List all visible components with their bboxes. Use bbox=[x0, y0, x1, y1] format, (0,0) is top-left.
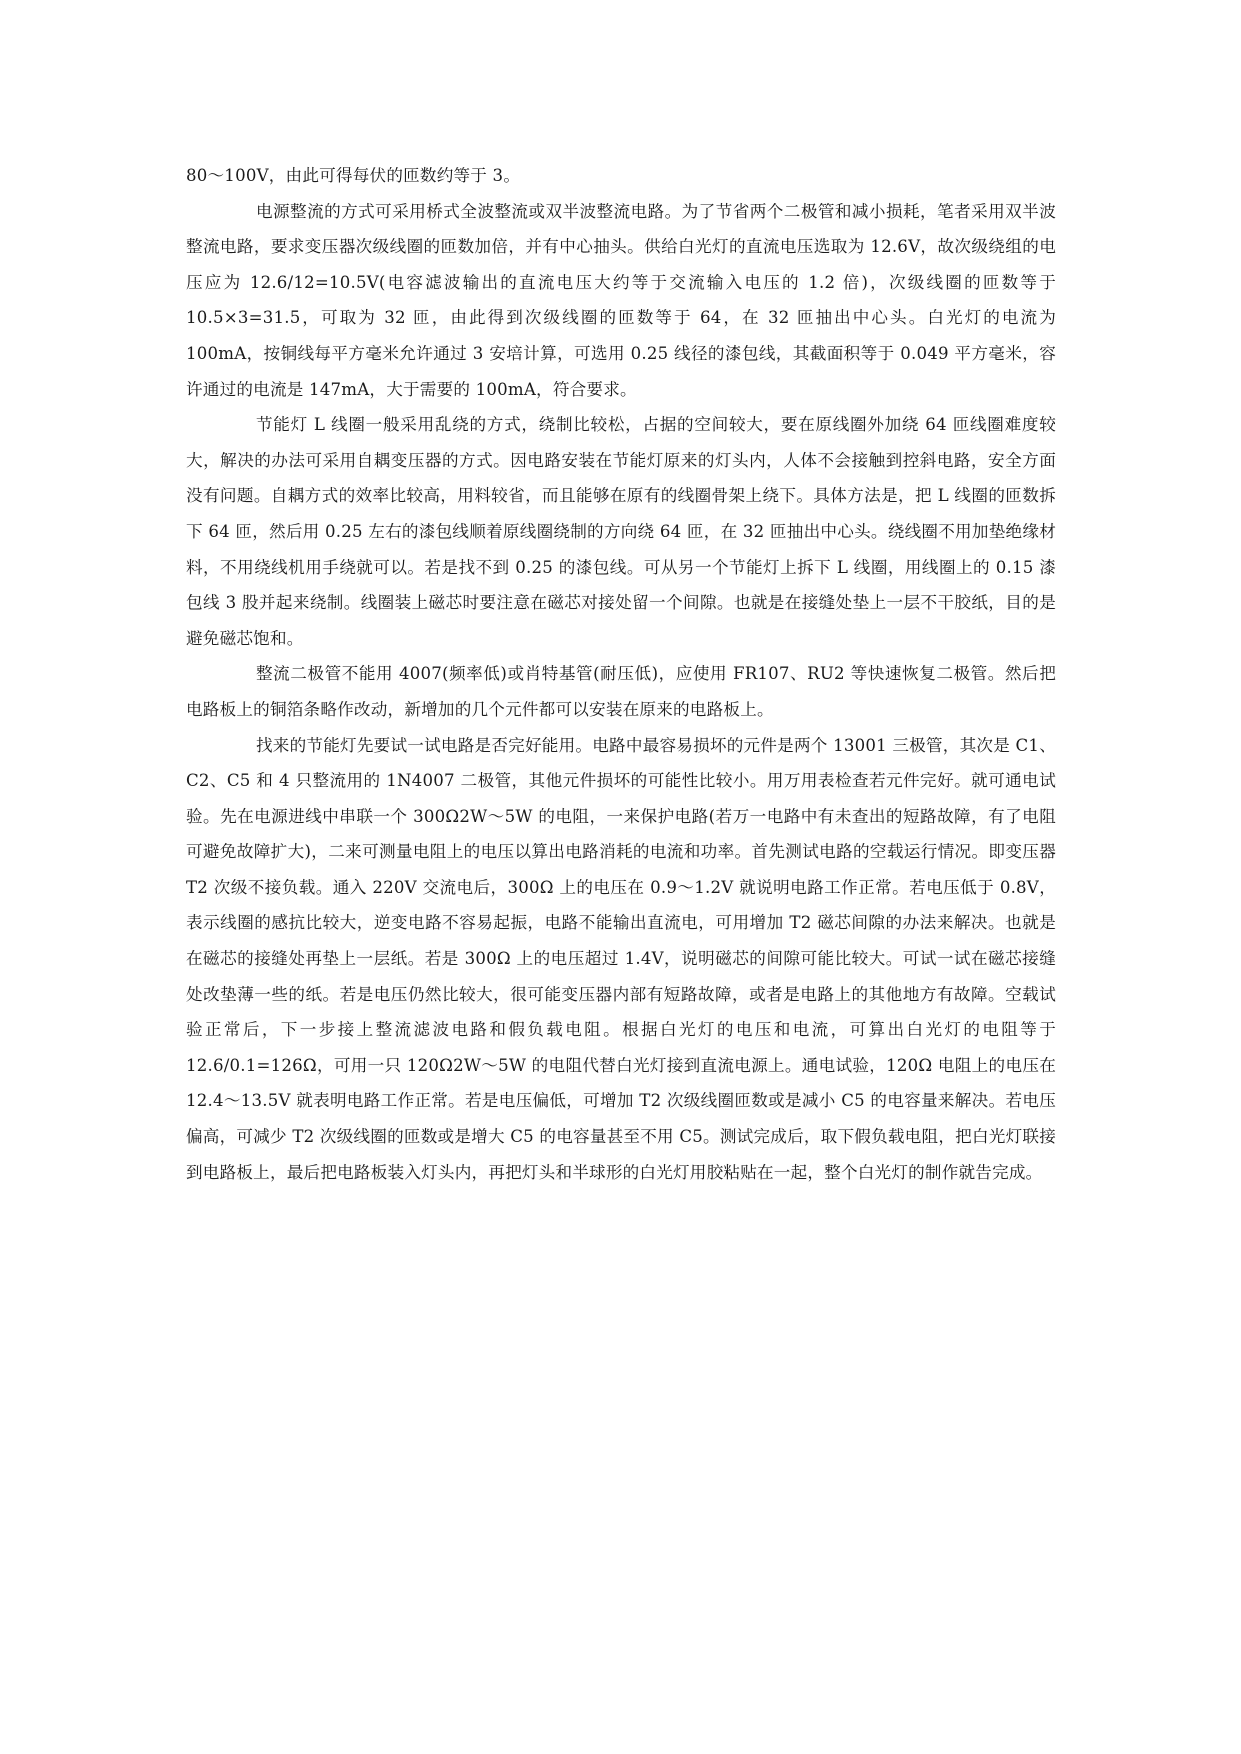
paragraph-testing: 找来的节能灯先要试一试电路是否完好能用。电路中最容易损坏的元件是两个 13001 三极管，其次是 C1、C2、C5 和 4 只整流用的 1N4007 二极管，其他元件损坏的可能性比较小。用万用表检查若元件完好。就可通电试验。先在电源进线中串联一个 300Ω2W～5W 的电阻，一来保护电路(若万一电路中有未查出的短路故障，有了电阻可避免故障扩大)，二来可测量电阻上的电压以算出电路消耗的电流和功率。首先测试电路的空载运行情况。即变压器 T2 次级不接负载。通入 220V 交流电后，300Ω 上的电压在 0.9～1.2V 就说明电路工作正常。若电压低于 0.8V，表示线圈的感抗比较大，逆变电路不容易起振，电路不能输出直流电，可用增加 T2 磁芯间隙的办法来解决。也就是在磁芯的接缝处再垫上一层纸。若是 300Ω 上的电压超过 1.4V，说明磁芯的间隙可能比较大。可试一试在磁芯接缝处改垫薄一些的纸。若是电压仍然比较大，很可能变压器内部有短路故障，或者是电路上的其他地方有故障。空载试验正常后，下一步接上整流滤波电路和假负载电阻。根据白光灯的电压和电流，可算出白光灯的电阻等于 12.6/0.1=126Ω，可用一只 120Ω2W～5W 的电阻代替白光灯接到直流电源上。通电试验，120Ω 电阻上的电压在 12.4～13.5V 就表明电路工作正常。若是电压偏低，可增加 T2 次级线圈匝数或是减小 C5 的电容量来解决。若电压偏高，可减少 T2 次级线圈的匝数或是增大 C5 的电容量甚至不用 C5。测试完成后，取下假负载电阻，把白光灯联接到电路板上，最后把电路板装入灯头内，再把灯头和半球形的白光灯用胶粘贴在一起，整个白光灯的制作就告完成。 bbox=[186, 735, 1056, 1182]
paragraph-diode-choice: 整流二极管不能用 4007(频率低)或肖特基管(耐压低)，应使用 FR107、RU2 等快速恢复二极管。然后把电路板上的铜箔条略作改动，新增加的几个元件都可以安装在原来的电路板上。 bbox=[186, 664, 1056, 719]
body-text bbox=[186, 158, 1056, 1190]
paragraph-continuation: 80～100V，由此可得每伏的匝数约等于 3。 bbox=[186, 166, 521, 185]
paragraph-coil-winding: 节能灯 L 线圈一般采用乱绕的方式，绕制比较松，占据的空间较大，要在原线圈外加绕 64 匝线圈难度较大，解决的办法可采用自耦变压器的方式。因电路安装在节能灯原来的灯头内，人体不会接触到控斜电路，安全方面没有问题。自耦方式的效率比较高，用料较省，而且能够在原有的线圈骨架上绕下。具体方法是，把 L 线圈的匝数拆下 64 匝，然后用 0.25 左右的漆包线顺着原线圈绕制的方向绕 64 匝，在 32 匝抽出中心头。绕线圈不用加垫绝缘材料，不用绕线机用手绕就可以。若是找不到 0.25 的漆包线。可从另一个节能灯上拆下 L 线圈，用线圈上的 0.15 漆包线 3 股并起来绕制。线圈装上磁芯时要注意在磁芯对接处留一个间隙。也就是在接缝处垫上一层不干胶纸，目的是避免磁芯饱和。 bbox=[186, 415, 1056, 648]
paragraph-rectifier: 电源整流的方式可采用桥式全波整流或双半波整流电路。为了节省两个二极管和减小损耗，笔者采用双半波整流电路，要求变压器次级线圈的匝数加倍，并有中心抽头。供给白光灯的直流电压选取为 12.6V，故次级绕组的电压应为 12.6/12=10.5V(电容滤波输出的直流电压大约等于交流输入电压的 1.2 倍)，次级线圈的匝数等于 10.5×3=31.5，可取为 32 匝，由此得到次级线圈的匝数等于 64，在 32 匝抽出中心头。白光灯的电流为 100mA，按铜线每平方毫米允许通过 3 安培计算，可选用 0.25 线径的漆包线，其截面积等于 0.049 平方毫米，容许通过的电流是 147mA，大于需要的 100mA，符合要求。 bbox=[186, 201, 1056, 399]
